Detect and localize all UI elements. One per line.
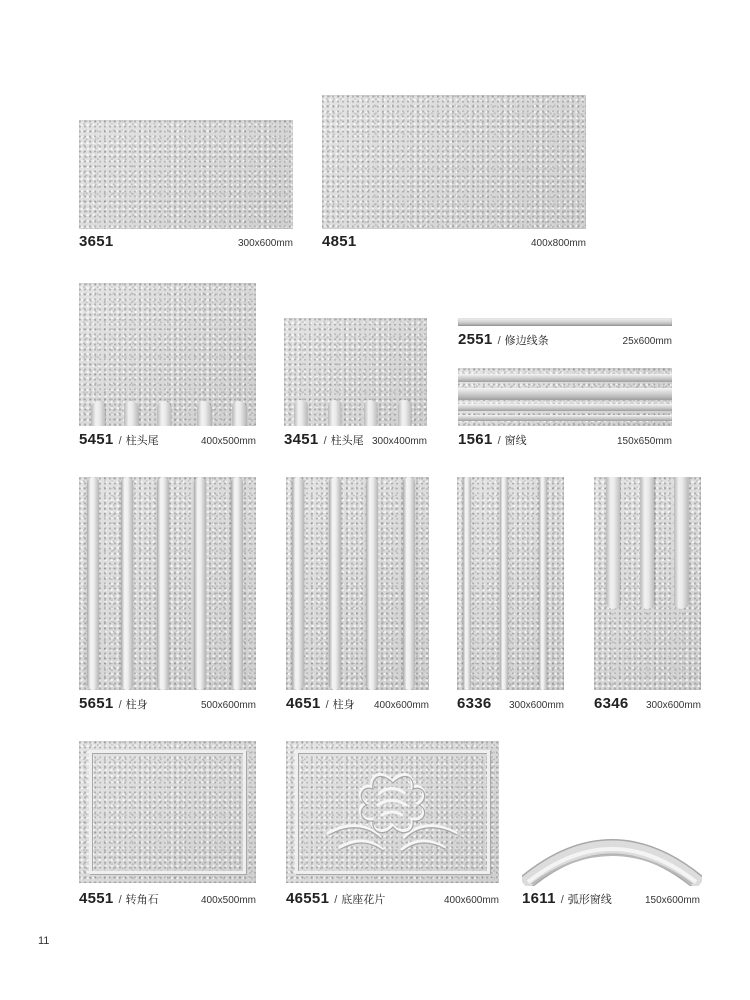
tile-46551-image	[286, 741, 499, 883]
column-flute	[292, 477, 304, 690]
column-flute	[194, 477, 206, 690]
column-flute	[87, 477, 99, 690]
product-size: 400x500mm	[200, 895, 256, 906]
caption-1561	[458, 431, 672, 449]
column-flute	[157, 477, 169, 690]
tile-4651-image	[286, 477, 429, 690]
product-code: 6346	[594, 695, 629, 712]
tile-1611-image	[522, 820, 702, 886]
separator: /	[323, 435, 327, 447]
product-name: 转角石	[125, 894, 159, 906]
tile-4851-image	[322, 95, 586, 229]
flute-groove	[606, 477, 620, 609]
product-size: 400x800mm	[530, 238, 586, 249]
product-code: 4551	[79, 890, 114, 907]
caption-5451	[79, 431, 256, 449]
caption-46551	[286, 890, 499, 908]
column-flute	[121, 477, 133, 690]
product-name: 底座花片	[341, 894, 386, 906]
product-code: 5651	[79, 695, 114, 712]
product-name: 柱身	[332, 699, 355, 711]
product-size: 300x400mm	[371, 436, 427, 447]
product-code: 1561	[458, 431, 493, 448]
product-code: 6336	[457, 695, 492, 712]
separator: /	[497, 335, 501, 347]
product-size: 400x500mm	[200, 436, 256, 447]
column-flute	[500, 477, 508, 690]
peony-relief-icon	[320, 761, 465, 861]
product-code: 46551	[286, 890, 330, 907]
product-code: 4851	[322, 233, 357, 250]
column-flute	[403, 477, 415, 690]
separator: /	[118, 435, 122, 447]
tile-6336-image	[457, 477, 564, 690]
capital-groove	[157, 401, 171, 426]
capital-groove	[328, 400, 341, 426]
caption-3451	[284, 431, 427, 449]
product-name: 柱头尾	[125, 435, 159, 447]
capital-groove	[124, 401, 138, 426]
capital-groove	[294, 400, 307, 426]
separator: /	[560, 894, 564, 906]
molding-rib	[458, 404, 672, 411]
product-size: 300x600mm	[237, 238, 293, 249]
product-code: 5451	[79, 431, 114, 448]
flute-groove	[674, 477, 688, 609]
caption-1611	[522, 890, 700, 908]
column-flute	[366, 477, 378, 690]
capital-groove	[364, 400, 377, 426]
product-size: 300x600mm	[508, 700, 564, 711]
tile-4551-image	[79, 741, 256, 883]
caption-5651	[79, 695, 256, 713]
tile-2551-image	[458, 318, 672, 326]
separator: /	[325, 699, 329, 711]
raised-frame	[89, 750, 246, 874]
separator: /	[497, 435, 501, 447]
product-code: 2551	[458, 331, 493, 348]
molding-rib	[458, 374, 672, 382]
tile-6346-image	[594, 477, 701, 690]
capital-groove	[91, 401, 105, 426]
caption-2551	[458, 331, 672, 349]
separator: /	[334, 894, 338, 906]
flute-groove	[640, 477, 654, 609]
product-size: 25x600mm	[622, 336, 672, 347]
caption-4851	[322, 233, 586, 251]
product-code: 3451	[284, 431, 319, 448]
column-flute	[539, 477, 547, 690]
molding-rib	[458, 415, 672, 421]
product-code: 1611	[522, 890, 556, 907]
tile-5651-image	[79, 477, 256, 690]
product-name: 柱身	[125, 699, 148, 711]
tile-5451-image	[79, 283, 256, 426]
product-name: 柱头尾	[330, 435, 364, 447]
product-size: 150x650mm	[616, 436, 672, 447]
caption-6346	[594, 695, 701, 713]
separator: /	[118, 699, 122, 711]
capital-groove	[398, 400, 411, 426]
tile-1561-image	[458, 368, 672, 426]
product-code: 4651	[286, 695, 321, 712]
product-name: 弧形窗线	[567, 894, 612, 906]
product-size: 500x600mm	[200, 700, 256, 711]
capital-groove	[197, 401, 211, 426]
product-size: 300x600mm	[645, 700, 701, 711]
tile-3451-image	[284, 318, 427, 426]
molding-rib	[458, 388, 672, 400]
capital-groove	[232, 401, 246, 426]
separator: /	[118, 894, 122, 906]
caption-3651	[79, 233, 293, 251]
caption-4651	[286, 695, 429, 713]
column-flute	[231, 477, 243, 690]
product-code: 3651	[79, 233, 114, 250]
product-name: 窗线	[504, 435, 527, 447]
product-name: 修边线条	[504, 335, 549, 347]
product-size: 150x600mm	[644, 895, 700, 906]
caption-4551	[79, 890, 256, 908]
tile-3651-image	[79, 120, 293, 229]
column-flute	[463, 477, 471, 690]
product-size: 400x600mm	[373, 700, 429, 711]
page-number: 11	[38, 935, 50, 947]
product-size: 400x600mm	[443, 895, 499, 906]
column-flute	[329, 477, 341, 690]
caption-6336	[457, 695, 564, 713]
